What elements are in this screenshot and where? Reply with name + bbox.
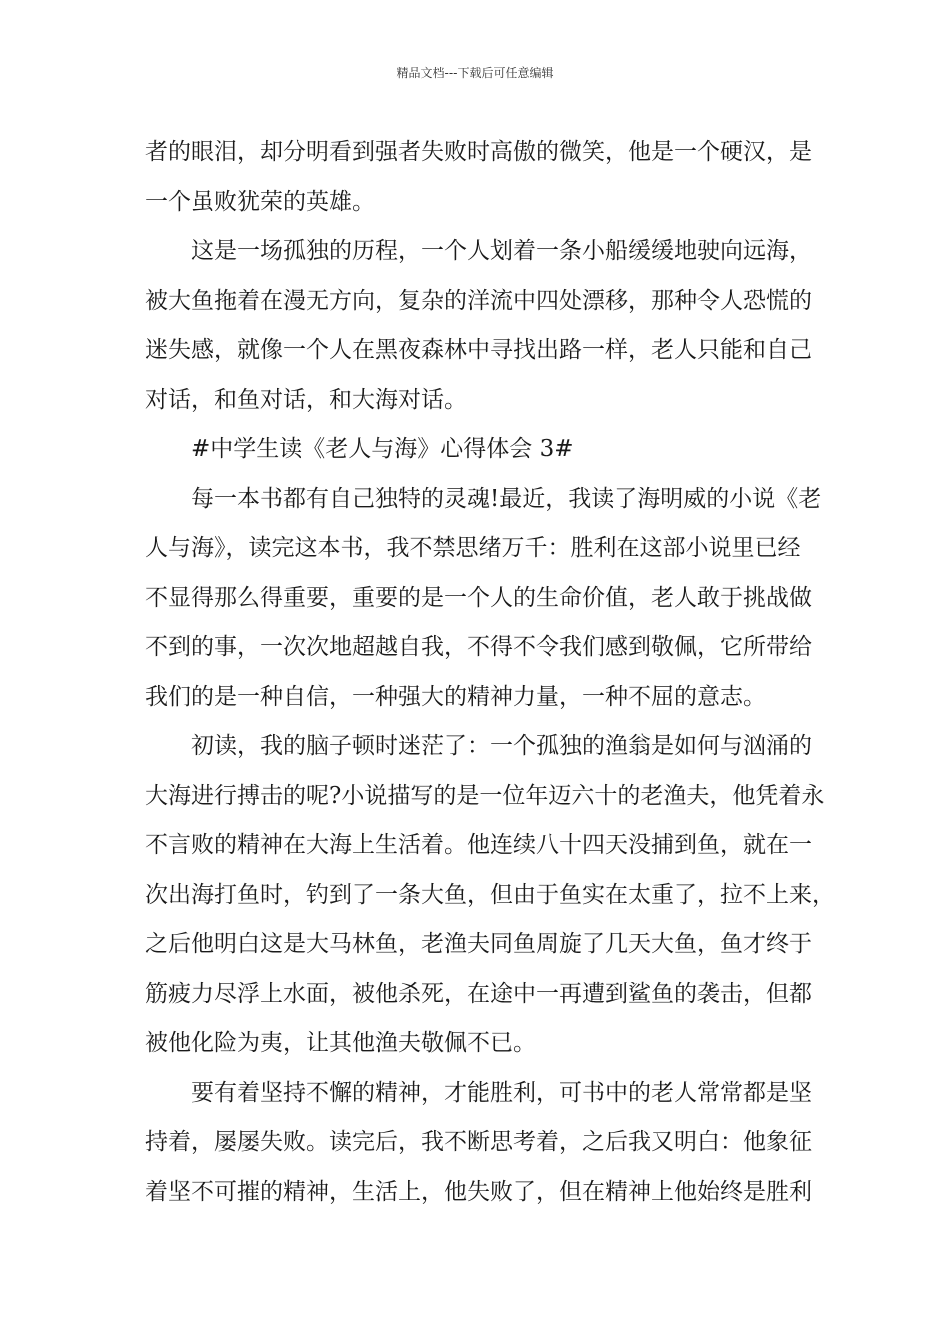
text-line: 我们的是一种自信，一种强大的精神力量，一种不屈的意志。 xyxy=(145,683,766,710)
text-line: 被他化险为夷，让其他渔夫敬佩不已。 xyxy=(145,1030,536,1056)
text-line: 持着，屡屡失败。读完后，我不断思考着，之后我又明白：他象征 xyxy=(145,1129,812,1155)
text-line: 要有着坚持不懈的精神，才能胜利，可书中的老人常常都是坚 xyxy=(191,1079,812,1106)
text-line: 者的眼泪，却分明看到强者失败时高傲的微笑，他是一个硬汉，是 xyxy=(145,139,812,165)
text-line: 这是一场孤独的历程，一个人划着一条小船缓缓地驶向远海， xyxy=(191,238,812,264)
text-line: 对话，和鱼对话，和大海对话。 xyxy=(145,386,467,413)
text-line: 被大鱼拖着在漫无方向，复杂的洋流中四处漂移，那种令人恐慌的 xyxy=(145,287,812,314)
text-line: 不显得那么得重要，重要的是一个人的生命价值，老人敢于挑战做 xyxy=(145,584,812,611)
text-line: 筋疲力尽浮上水面，被他杀死，在途中一再遭到鲨鱼的袭击，但都 xyxy=(145,980,812,1007)
text-line: 次出海打鱼时，钓到了一条大鱼，但由于鱼实在太重了，拉不上来， xyxy=(145,881,835,908)
text-line: 着坚不可摧的精神，生活上，他失败了，但在精神上他始终是胜利 xyxy=(145,1178,812,1205)
text-line: 初读，我的脑子顿时迷茫了：一个孤独的渔翁是如何与汹涌的 xyxy=(191,733,812,759)
text-line: 迷失感，就像一个人在黑夜森林中寻找出路一样，老人只能和自己 xyxy=(145,337,812,363)
text-line: 不到的事，一次次地超越自我，不得不令我们感到敬佩，它所带给 xyxy=(145,634,812,660)
text-line: 之后他明白这是大马林鱼，老渔夫同鱼周旋了几天大鱼，鱼才终于 xyxy=(145,931,812,957)
text-line: 一个虽败犹荣的英雄。 xyxy=(145,188,375,215)
page-header: 精品文档---下载后可任意编辑 xyxy=(396,66,554,80)
text-line: 人与海》，读完这本书，我不禁思绪万千：胜利在这部小说里已经 xyxy=(145,535,801,561)
text-line: 每一本书都有自己独特的灵魂!最近，我读了海明威的小说《老 xyxy=(191,485,822,512)
text-line: 不言败的精神在大海上生活着。他连续八十四天没捕到鱼，就在一 xyxy=(145,832,812,858)
text-line: 大海进行搏击的呢?小说描写的是一位年迈六十的老渔夫，他凭着永 xyxy=(145,782,825,809)
document-body xyxy=(145,128,835,1217)
section-heading: #中学生读《老人与海》心得体会 3# xyxy=(191,436,574,462)
